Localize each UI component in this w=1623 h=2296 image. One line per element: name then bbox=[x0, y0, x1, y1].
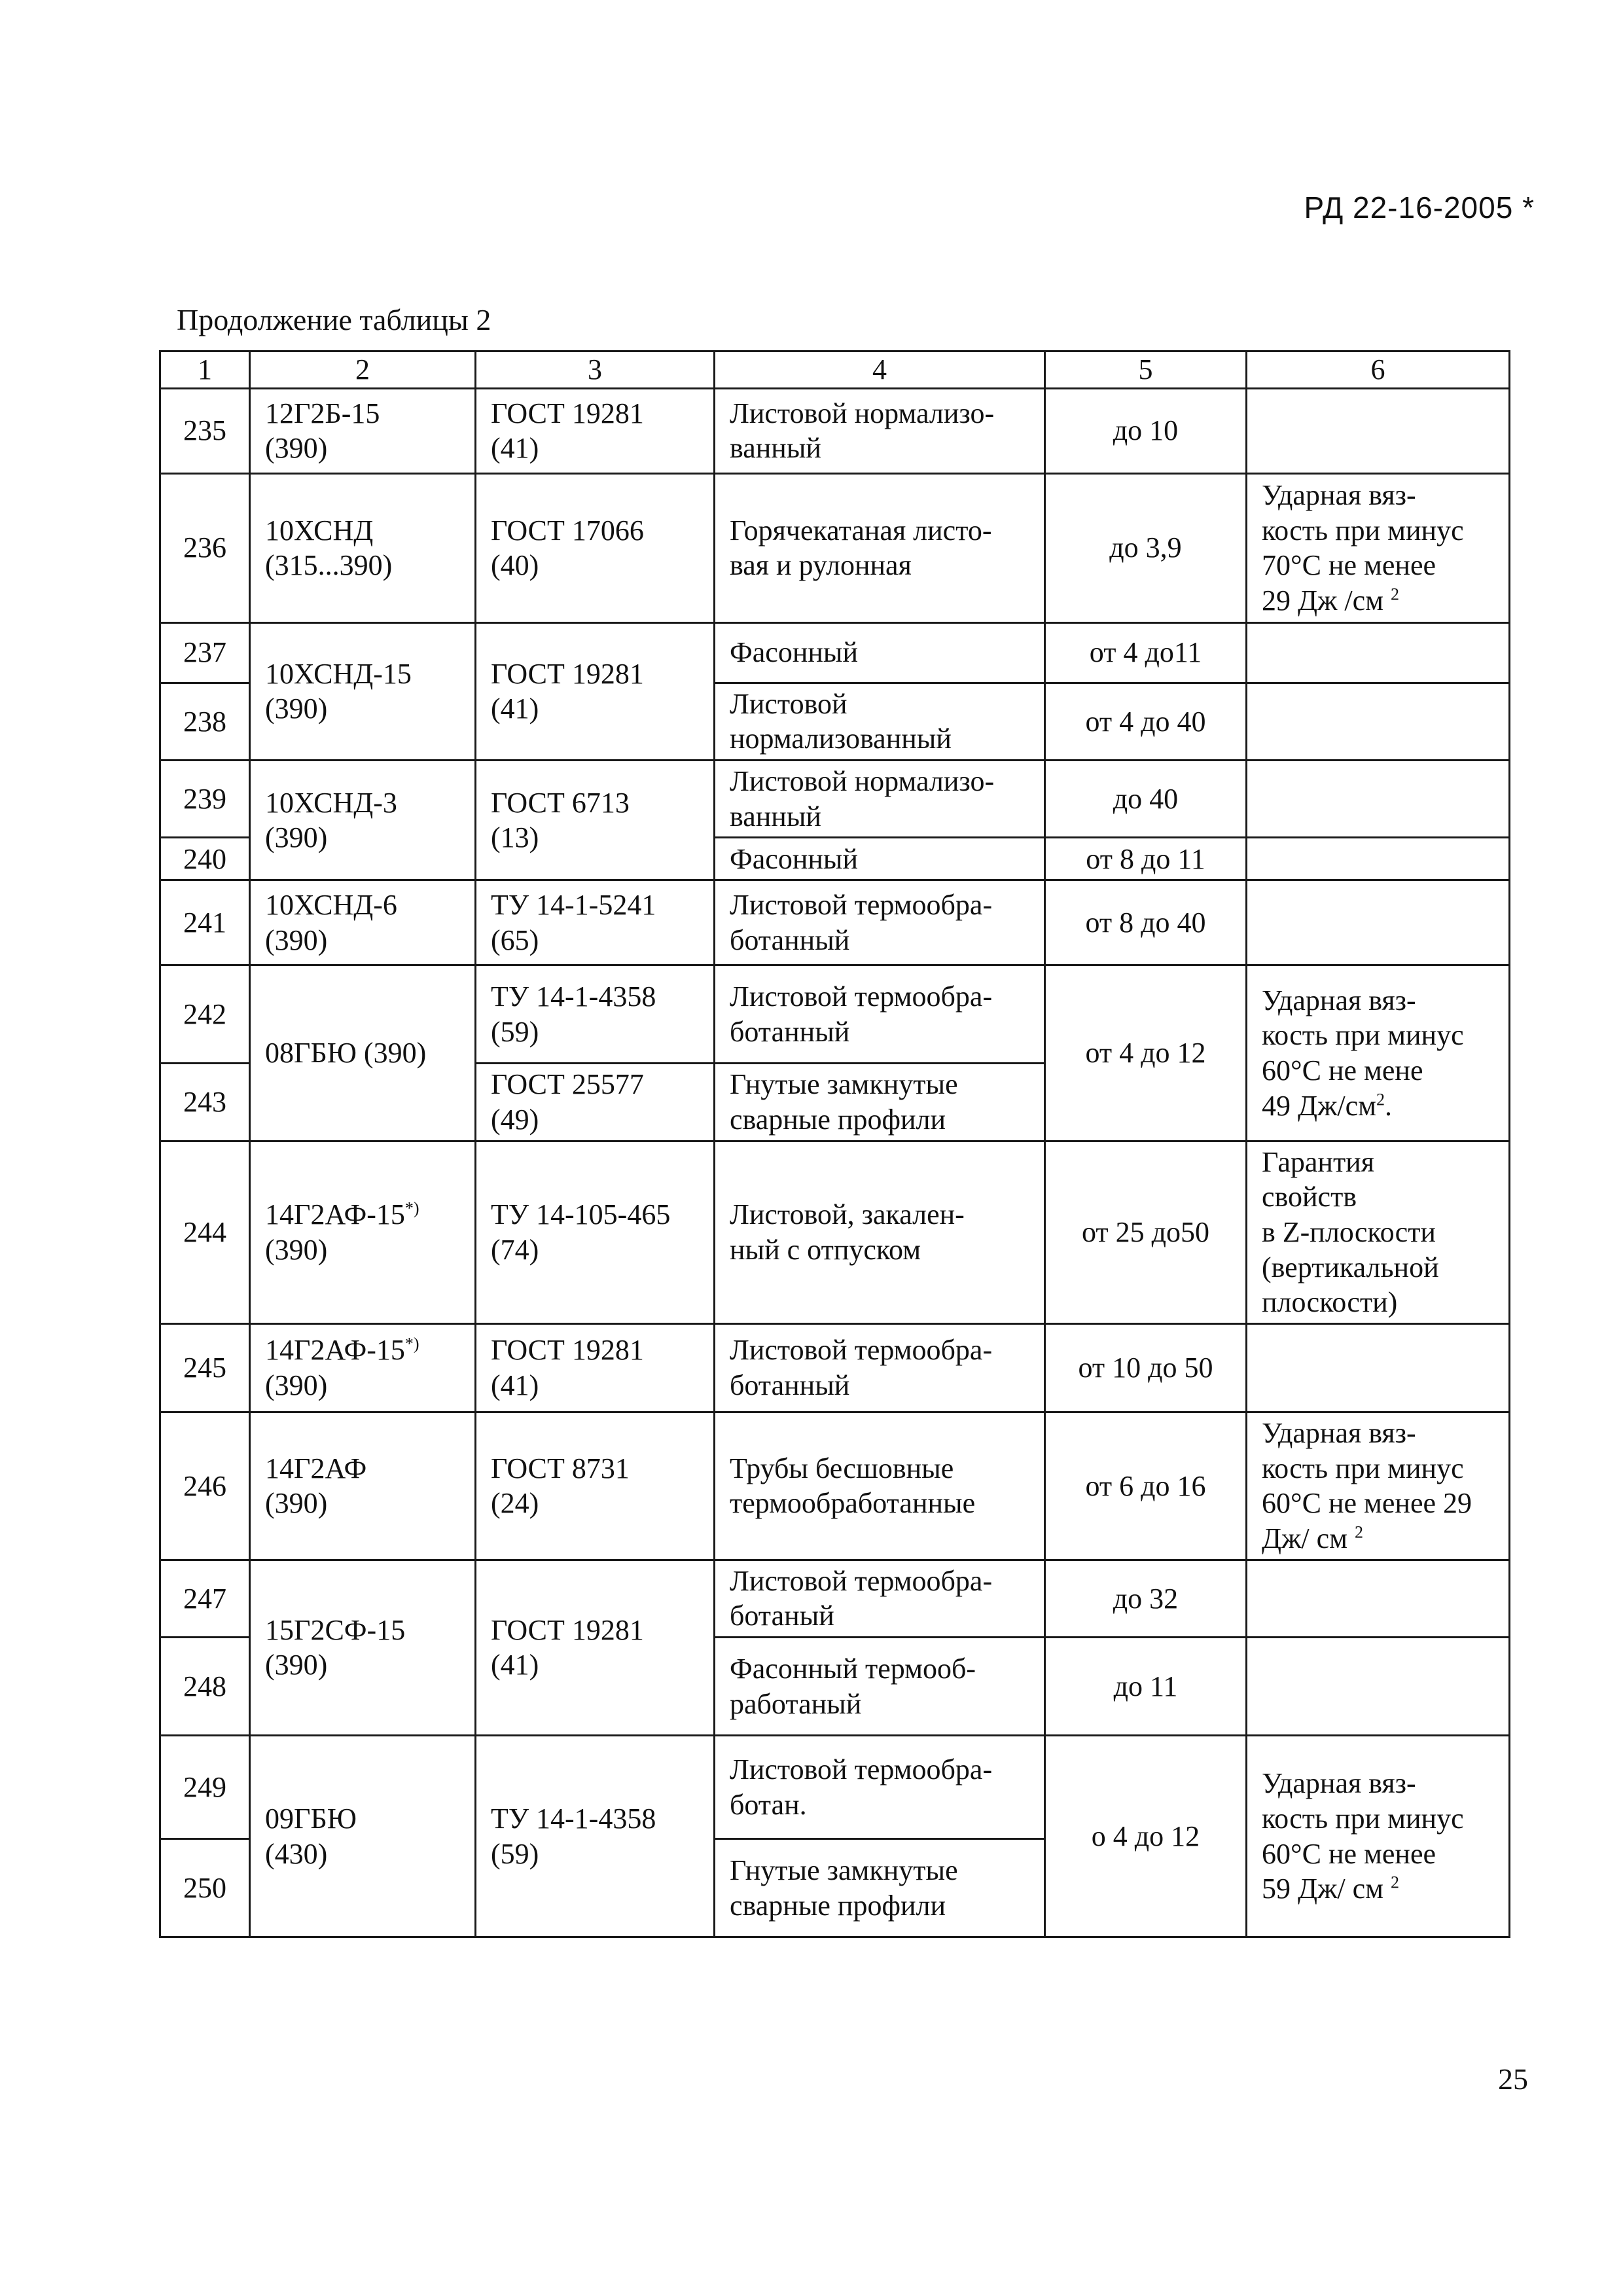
steel-grade-cell: 14Г2АФ-15*) (390) bbox=[250, 1324, 476, 1412]
table-header-row bbox=[160, 351, 1510, 389]
table-row bbox=[160, 622, 1510, 683]
thickness-cell: до 40 bbox=[1045, 761, 1247, 838]
standard-cell: ТУ 14-105-465 (74) bbox=[476, 1141, 715, 1323]
thickness-cell: от 4 до11 bbox=[1045, 622, 1247, 683]
thickness-cell: до 32 bbox=[1045, 1560, 1247, 1637]
standard-cell: ГОСТ 8731 (24) bbox=[476, 1412, 715, 1560]
product-type-cell: Листовой, закален- ный с отпуском bbox=[715, 1141, 1045, 1323]
document-id: РД 22-16-2005 * bbox=[1304, 190, 1535, 224]
thickness-cell: до 10 bbox=[1045, 388, 1247, 473]
standard-cell: ГОСТ 6713 (13) bbox=[476, 761, 715, 880]
thickness-cell: от 6 до 16 bbox=[1045, 1412, 1247, 1560]
notes-cell bbox=[1247, 622, 1510, 683]
column-header: 6 bbox=[1247, 351, 1510, 389]
product-type-cell: Листовой термообра- ботанный bbox=[715, 880, 1045, 965]
table-row bbox=[160, 1324, 1510, 1412]
standard-cell: ГОСТ 17066 (40) bbox=[476, 473, 715, 622]
steel-grade-cell: 10ХСНД-15 (390) bbox=[250, 622, 476, 760]
thickness-cell: до 11 bbox=[1045, 1638, 1247, 1736]
notes-cell bbox=[1247, 1324, 1510, 1412]
table-row bbox=[160, 965, 1510, 1064]
steel-grade-cell: 09ГБЮ (430) bbox=[250, 1736, 476, 1937]
table-row bbox=[160, 473, 1510, 622]
product-type-cell: Фасонный bbox=[715, 622, 1045, 683]
row-number: 237 bbox=[160, 622, 250, 683]
thickness-cell: от 4 до 40 bbox=[1045, 683, 1247, 760]
steel-grade-cell: 10ХСНД (315...390) bbox=[250, 473, 476, 622]
standard-cell: ТУ 14-1-5241 (65) bbox=[476, 880, 715, 965]
table-row bbox=[160, 1141, 1510, 1323]
row-number: 235 bbox=[160, 388, 250, 473]
product-type-cell: Листовой нормализо- ванный bbox=[715, 388, 1045, 473]
notes-cell: Ударная вяз- кость при минус 70°С не менее 29 Дж /см $^2$ bbox=[1247, 473, 1510, 622]
steel-grade-cell: 14Г2АФ (390) bbox=[250, 1412, 476, 1560]
table-caption: Продолжение таблицы 2 bbox=[177, 303, 491, 336]
product-type-cell: Листовой термообра- ботан. bbox=[715, 1736, 1045, 1839]
row-number: 242 bbox=[160, 965, 250, 1064]
product-type-cell: Гнутые замкнутые сварные профили bbox=[715, 1064, 1045, 1141]
row-number: 240 bbox=[160, 838, 250, 880]
steel-grade-cell: 12Г2Б-15 (390) bbox=[250, 388, 476, 473]
thickness-cell: до 3,9 bbox=[1045, 473, 1247, 622]
row-number: 245 bbox=[160, 1324, 250, 1412]
thickness-cell: о 4 до 12 bbox=[1045, 1736, 1247, 1937]
row-number: 249 bbox=[160, 1736, 250, 1839]
table-row bbox=[160, 880, 1510, 965]
product-type-cell: Листовой термообра- ботанный bbox=[715, 965, 1045, 1064]
product-type-cell: Листовой нормализо- ванный bbox=[715, 761, 1045, 838]
notes-cell bbox=[1247, 388, 1510, 473]
product-type-cell: Фасонный bbox=[715, 838, 1045, 880]
thickness-cell: от 8 до 40 bbox=[1045, 880, 1247, 965]
thickness-cell: от 8 до 11 bbox=[1045, 838, 1247, 880]
standard-cell: ГОСТ 19281 (41) bbox=[476, 1560, 715, 1735]
notes-cell bbox=[1247, 880, 1510, 965]
notes-cell bbox=[1247, 1638, 1510, 1736]
row-number: 246 bbox=[160, 1412, 250, 1560]
thickness-cell: от 10 до 50 bbox=[1045, 1324, 1247, 1412]
row-number: 250 bbox=[160, 1839, 250, 1937]
product-type-cell: Листовой термообра- ботанный bbox=[715, 1324, 1045, 1412]
steel-grade-cell: 08ГБЮ (390) bbox=[250, 965, 476, 1141]
notes-cell bbox=[1247, 683, 1510, 760]
row-number: 244 bbox=[160, 1141, 250, 1323]
column-header: 5 bbox=[1045, 351, 1247, 389]
column-header: 4 bbox=[715, 351, 1045, 389]
thickness-cell: от 4 до 12 bbox=[1045, 965, 1247, 1141]
row-number: 241 bbox=[160, 880, 250, 965]
row-number: 248 bbox=[160, 1638, 250, 1736]
row-number: 243 bbox=[160, 1064, 250, 1141]
standard-cell: ГОСТ 25577 (49) bbox=[476, 1064, 715, 1141]
notes-cell bbox=[1247, 838, 1510, 880]
notes-cell: Ударная вяз- кость при минус 60°С не менее 59 Дж/ см $^2$ bbox=[1247, 1736, 1510, 1937]
column-header: 3 bbox=[476, 351, 715, 389]
notes-cell bbox=[1247, 1560, 1510, 1637]
steel-grades-table bbox=[159, 350, 1510, 1938]
notes-cell: Ударная вяз- кость при минус 60°С не менее 29 Дж/ см $^2$ bbox=[1247, 1412, 1510, 1560]
standard-cell: ТУ 14-1-4358 (59) bbox=[476, 1736, 715, 1937]
notes-cell: Гарантия свойств в Z-плоскости (вертикальной плоскости) bbox=[1247, 1141, 1510, 1323]
standard-cell: ТУ 14-1-4358 (59) bbox=[476, 965, 715, 1064]
steel-grade-cell: 14Г2АФ-15*) (390) bbox=[250, 1141, 476, 1323]
product-type-cell: Гнутые замкнутые сварные профили bbox=[715, 1839, 1045, 1937]
steel-grade-cell: 15Г2СФ-15 (390) bbox=[250, 1560, 476, 1735]
standard-cell: ГОСТ 19281 (41) bbox=[476, 622, 715, 760]
table-row bbox=[160, 388, 1510, 473]
table-row bbox=[160, 1560, 1510, 1637]
page-number: 25 bbox=[1498, 2062, 1528, 2096]
row-number: 239 bbox=[160, 761, 250, 838]
product-type-cell: Трубы бесшовные термообработанные bbox=[715, 1412, 1045, 1560]
standard-cell: ГОСТ 19281 (41) bbox=[476, 388, 715, 473]
thickness-cell: от 25 до50 bbox=[1045, 1141, 1247, 1323]
table-row bbox=[160, 1412, 1510, 1560]
notes-cell: Ударная вяз- кость при минус 60°С не мене 49 $Дж/см^2$. bbox=[1247, 965, 1510, 1141]
row-number: 238 bbox=[160, 683, 250, 760]
column-header: 1 bbox=[160, 351, 250, 389]
column-header: 2 bbox=[250, 351, 476, 389]
product-type-cell: Листовой нормализованный bbox=[715, 683, 1045, 760]
row-number: 236 bbox=[160, 473, 250, 622]
steel-grade-cell: 10ХСНД-3 (390) bbox=[250, 761, 476, 880]
table-row bbox=[160, 1736, 1510, 1839]
steel-grade-cell: 10ХСНД-6 (390) bbox=[250, 880, 476, 965]
product-type-cell: Горячекатаная листо- вая и рулонная bbox=[715, 473, 1045, 622]
row-number: 247 bbox=[160, 1560, 250, 1637]
table-row bbox=[160, 761, 1510, 838]
notes-cell bbox=[1247, 761, 1510, 838]
product-type-cell: Фасонный термооб- работаный bbox=[715, 1638, 1045, 1736]
product-type-cell: Листовой термообра- ботаный bbox=[715, 1560, 1045, 1637]
standard-cell: ГОСТ 19281 (41) bbox=[476, 1324, 715, 1412]
